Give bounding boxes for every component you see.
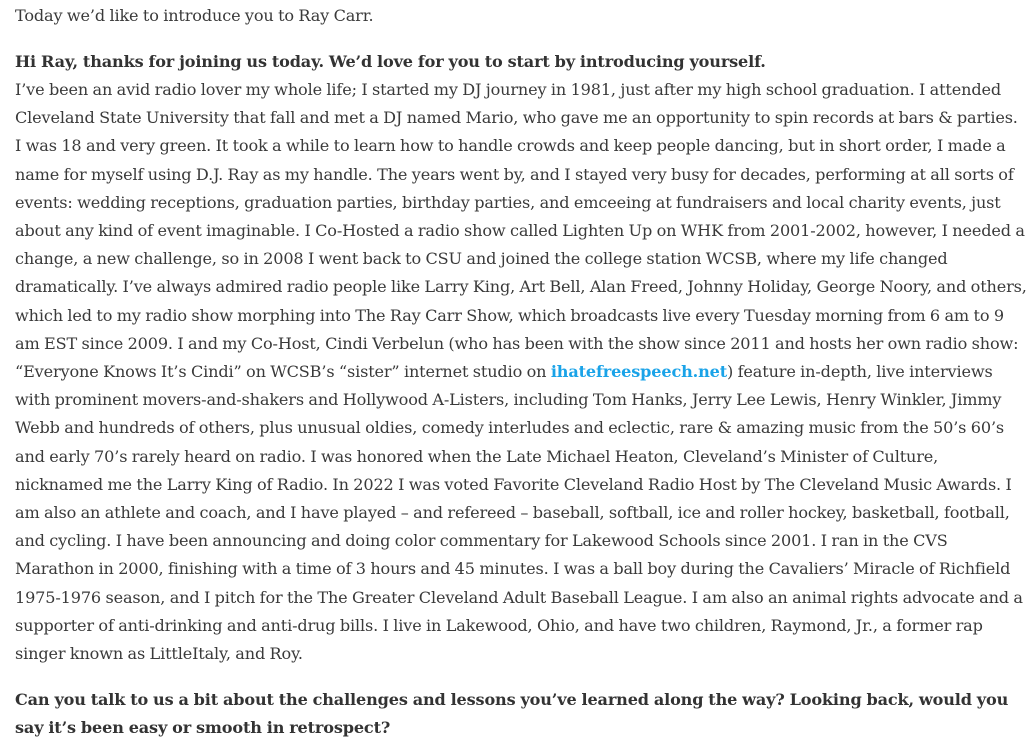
interview-question-2: Can you talk to us a bit about the challenges and lessons you’ve learned along the way? Looking back, would you say it’s been easy or smooth in retrospect? [15,690,1009,738]
interview-question-1: Hi Ray, thanks for joining us today. We’d love for you to start by introducing yourself. [15,52,766,71]
answer-text-before-link: I’ve been an avid radio lover my whole life; I started my DJ journey in 1981, just after my high school graduation. I attended Cleveland State University that fall and met a DJ named Mario, who gave me an opportunity to spin records at bars & parties. I was 18 and very green. It took a while to learn how to handle crowds and keep people dancing, but in short order, I made a name for myself using D.J. Ray as my handle. The years went by, and I stayed very busy for decades, performing at all sorts of events: wedding receptions, graduation parties, birthday parties, and emceeing at fundraisers and local charity events, just about any kind of event imaginable. I Co-Hosted a radio show called Lighten Up on WHK from 2001-2002, however, I needed a change, a new challenge, so in 2008 I went back to CSU and joined the college station WCSB, where my life changed dramatically. I’ve always admired radio people like Larry King, Art Bell, Alan Freed, Johnny Holiday, George Noory, and others, which led to my radio show morphing into The Ray Carr Show, which broadcasts live every Tuesday morning from 6 am to 9 am EST since 2009. I and my Co-Host, Cindi Verbelun (who has been with the show since 2011 and hosts her own radio show: “Everyone Knows It’s Cindi” on WCSB’s “sister” internet studio on [15,80,1027,382]
ihatefreespeech-link[interactable]: ihatefreespeech.net [550,362,728,382]
answer-text-after-link: ) feature in-depth, live interviews with prominent movers-and-shakers and Hollywood A-Listers, including Tom Hanks, Jerry Lee Lewis, Henry Winkler, Jimmy Webb and hundreds of others, plus unusual oldies, comedy interludes and eclectic, rare & amazing music from the 50’s 60’s and early 70’s rarely heard on radio. I was honored when the Late Michael Heaton, Cleveland’s Minister of Culture, nicknamed me the Larry King of Radio. In 2022 I was voted Favorite Cleveland Radio Host by The Cleveland Music Awards. I am also an athlete and coach, and I have played – and refereed – baseball, softball, ice and roller hockey, basketball, football, and cycling. I have been announcing and doing color commentary for Lakewood Schools since 2001. I ran in the CVS Marathon in 2000, finishing with a time of 3 hours and 45 minutes. I was a ball boy during the Cavaliers’ Miracle of Richfield 1975-1976 season, and I pitch for the The Greater Cleveland Adult Baseball League. I am also an animal rights advocate and a supporter of anti-drinking and anti-drug bills. I live in Lakewood, Ohio, and have two children, Raymond, Jr., a former rap singer known as LittleItaly, and Roy. [15,362,1023,664]
interview-article [15,2,1027,742]
interview-answer-1 [15,76,1027,668]
intro-paragraph: Today we’d like to introduce you to Ray Carr. [15,6,374,25]
